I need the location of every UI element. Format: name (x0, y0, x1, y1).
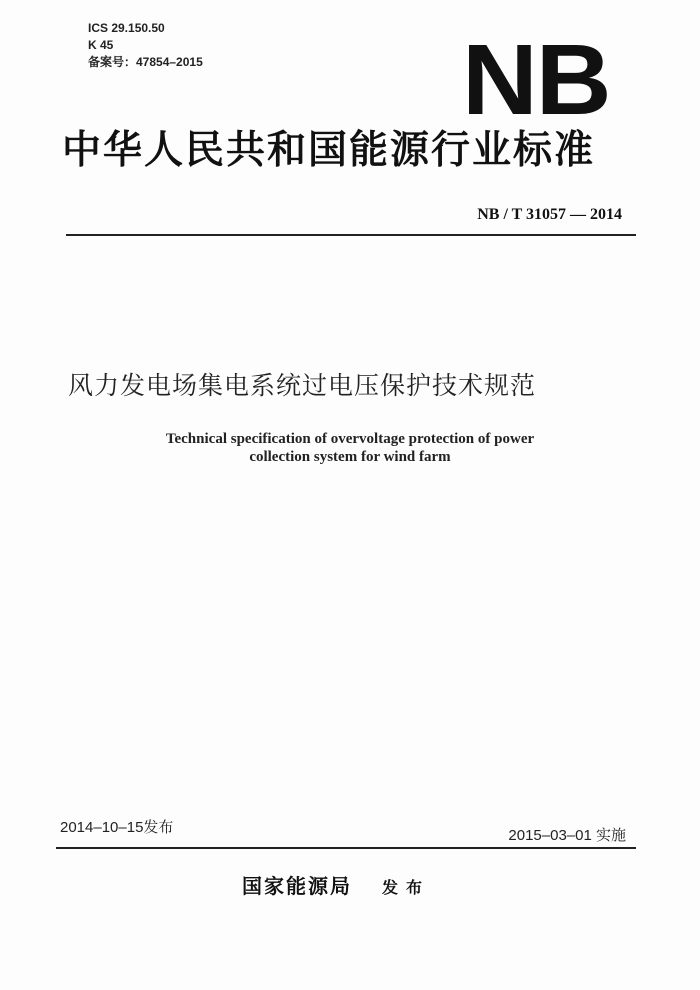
ccs-code: K 45 (88, 38, 114, 52)
ics-code: ICS 29.150.50 (88, 21, 165, 35)
issue-date: 2014–10–15发布 (60, 819, 174, 836)
implementation-date: 2015–03–01 实施 (508, 827, 626, 844)
footer-divider (56, 847, 636, 849)
record-number: 备案号：47854–2015 (88, 55, 203, 69)
organization-title: 中华人民共和国能源行业标准 (62, 127, 596, 173)
english-title-line-2: collection system for wind farm (249, 449, 451, 465)
header-divider (66, 234, 636, 236)
publisher-line (242, 872, 430, 902)
publish-action: 发布 (382, 878, 431, 897)
standard-number: NB / T 31057 — 2014 (477, 206, 622, 223)
english-title-line-1: Technical specification of overvoltage protection of power (165, 431, 535, 447)
publisher-name: 国家能源局 (242, 874, 352, 898)
classification-block (88, 20, 203, 71)
nb-logo: NB (462, 24, 610, 136)
chinese-title: 风力发电场集电系统过电压保护技术规范 (68, 371, 537, 400)
english-title (100, 430, 600, 466)
